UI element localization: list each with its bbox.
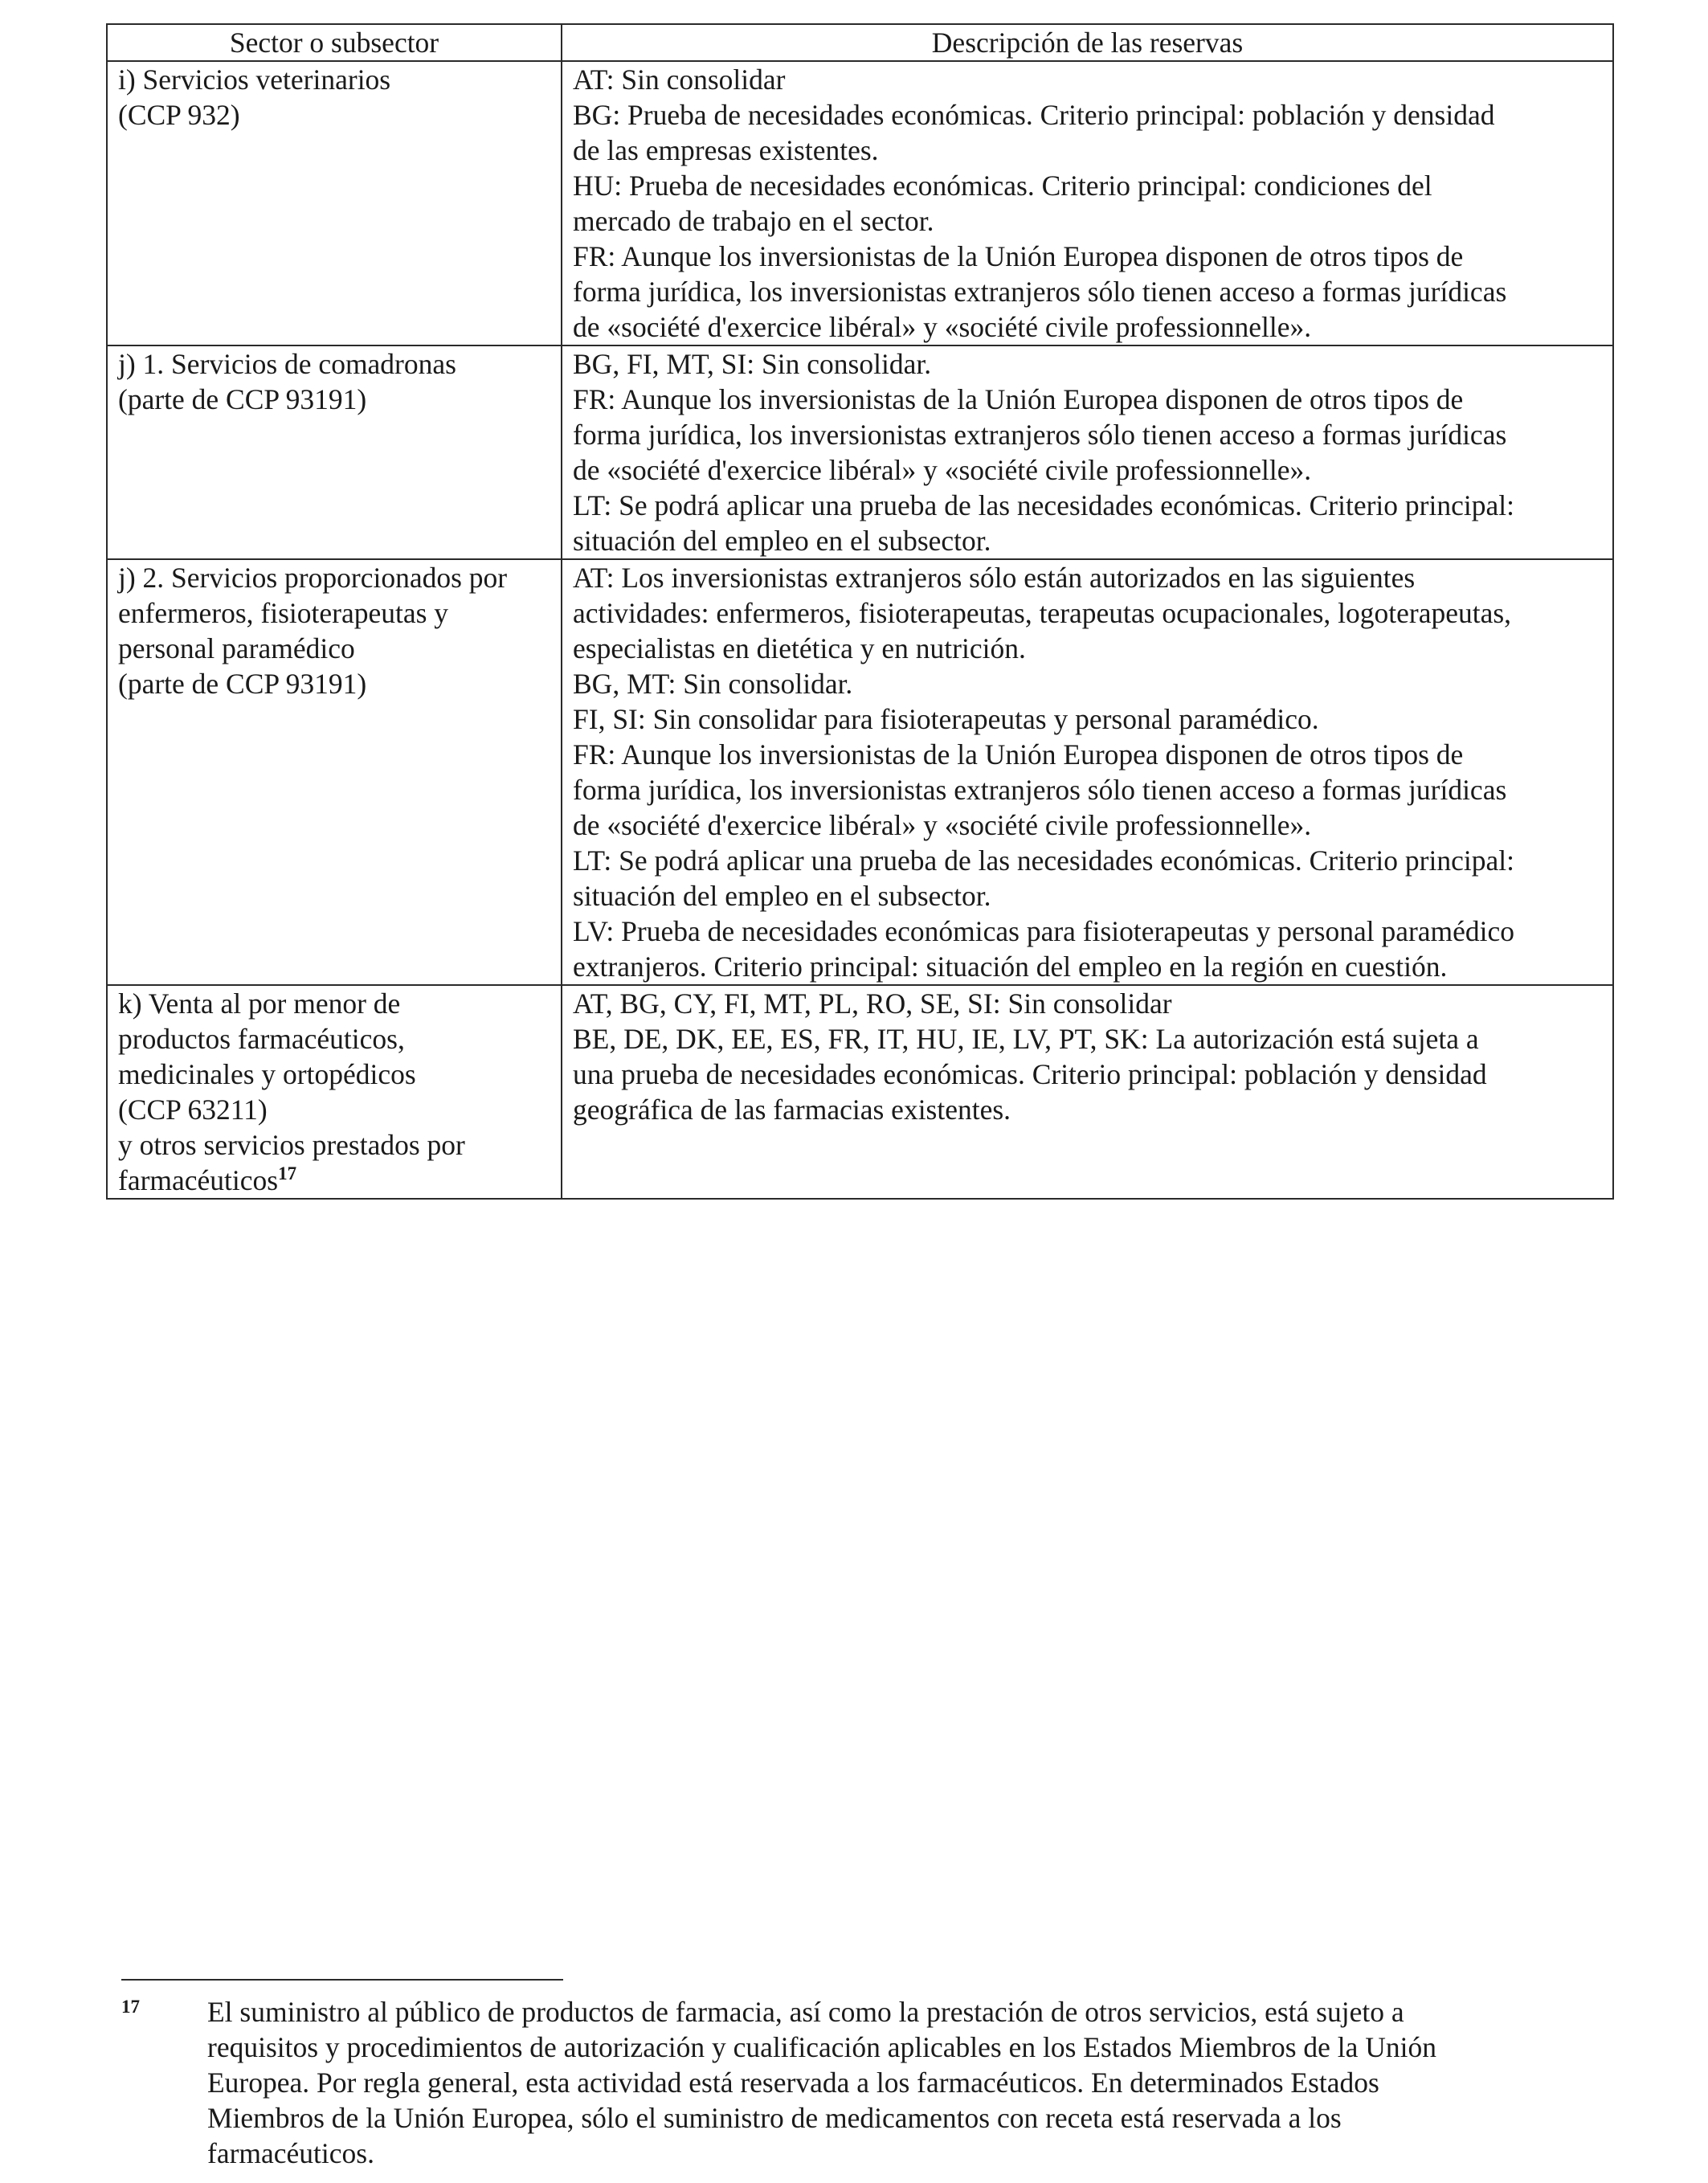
footnote-text	[207, 1994, 1608, 2171]
sector-line: (parte de CCP 93191)	[118, 668, 367, 700]
description-line: FR: Aunque los inversionistas de la Unión Europea disponen de otros tipos de	[573, 383, 1464, 415]
description-line: BG, FI, MT, SI: Sin consolidar.	[573, 348, 932, 380]
description-line: de «société d'exercice libéral» y «société civile professionnelle».	[573, 809, 1312, 841]
description-line: AT: Sin consolidar	[573, 63, 786, 96]
footnote-line: farmacéuticos.	[207, 2137, 374, 2169]
description-line: una prueba de necesidades económicas. Criterio principal: población y densidad	[573, 1058, 1487, 1090]
sector-line: farmacéuticos	[118, 1164, 279, 1196]
sector-line: enfermeros, fisioterapeutas y	[118, 597, 449, 629]
footnote-separator	[121, 1979, 563, 1981]
footnote	[121, 1994, 1608, 2171]
sector-cell	[107, 985, 562, 1199]
description-line: FI, SI: Sin consolidar para fisioterapeutas y personal paramédico.	[573, 703, 1319, 735]
reservations-table	[106, 23, 1614, 1200]
description-line: FR: Aunque los inversionistas de la Unión Europea disponen de otros tipos de	[573, 240, 1464, 272]
table-header-row	[107, 24, 1613, 61]
header-description: Descripción de las reservas	[562, 24, 1613, 61]
table-row	[107, 559, 1613, 985]
description-line: forma jurídica, los inversionistas extranjeros sólo tienen acceso a formas jurídicas	[573, 419, 1507, 451]
description-line: HU: Prueba de necesidades económicas. Criterio principal: condiciones del	[573, 170, 1432, 202]
description-line: especialistas en dietética y en nutrición.	[573, 632, 1026, 664]
footnote-line: requisitos y procedimientos de autorización y cualificación aplicables en los Estados Miembros de la Unión	[207, 2031, 1437, 2063]
table-row	[107, 985, 1613, 1199]
description-cell	[562, 345, 1613, 559]
description-line: BG: Prueba de necesidades económicas. Criterio principal: población y densidad	[573, 99, 1495, 131]
sector-line: k) Venta al por menor de	[118, 987, 401, 1020]
description-line: AT, BG, CY, FI, MT, PL, RO, SE, SI: Sin consolidar	[573, 987, 1172, 1020]
sector-line: (parte de CCP 93191)	[118, 383, 367, 415]
footnote-line: El suministro al público de productos de farmacia, así como la prestación de otros servicios, está sujeto a	[207, 1996, 1404, 2028]
sector-cell	[107, 559, 562, 985]
description-line: LT: Se podrá aplicar una prueba de las necesidades económicas. Criterio principal:	[573, 489, 1514, 521]
description-line: LV: Prueba de necesidades económicas para fisioterapeutas y personal paramédico	[573, 915, 1515, 947]
sector-line: j) 1. Servicios de comadronas	[118, 348, 456, 380]
description-line: forma jurídica, los inversionistas extranjeros sólo tienen acceso a formas jurídicas	[573, 774, 1507, 806]
description-line: actividades: enfermeros, fisioterapeutas, terapeutas ocupacionales, logoterapeutas,	[573, 597, 1512, 629]
sector-line: productos farmacéuticos,	[118, 1023, 405, 1055]
sector-line-with-footnote	[118, 1163, 553, 1198]
sector-line: (CCP 63211)	[118, 1094, 268, 1126]
description-line: LT: Se podrá aplicar una prueba de las necesidades económicas. Criterio principal:	[573, 844, 1514, 877]
sector-line: (CCP 932)	[118, 99, 240, 131]
description-line: mercado de trabajo en el sector.	[573, 205, 934, 237]
sector-line: j) 2. Servicios proporcionados por	[118, 562, 508, 594]
sector-line: medicinales y ortopédicos	[118, 1058, 416, 1090]
description-line: AT: Los inversionistas extranjeros sólo están autorizados en las siguientes	[573, 562, 1416, 594]
description-cell	[562, 985, 1613, 1199]
sector-cell	[107, 345, 562, 559]
footnote-reference[interactable]: 17	[278, 1163, 297, 1183]
description-line: de las empresas existentes.	[573, 134, 879, 166]
description-line: BG, MT: Sin consolidar.	[573, 668, 853, 700]
description-line: situación del empleo en el subsector.	[573, 880, 991, 912]
description-line: de «société d'exercice libéral» y «société civile professionnelle».	[573, 454, 1312, 486]
description-line: extranjeros. Criterio principal: situación del empleo en la región en cuestión.	[573, 950, 1448, 983]
description-cell	[562, 559, 1613, 985]
table-row	[107, 61, 1613, 345]
sector-line: personal paramédico	[118, 632, 355, 664]
description-line: FR: Aunque los inversionistas de la Unión Europea disponen de otros tipos de	[573, 738, 1464, 771]
sector-line: i) Servicios veterinarios	[118, 63, 391, 96]
footnote-line: Miembros de la Unión Europea, sólo el suministro de medicamentos con receta está reservada a los	[207, 2102, 1342, 2134]
description-line: de «société d'exercice libéral» y «société civile professionnelle».	[573, 311, 1312, 343]
table-row	[107, 345, 1613, 559]
header-sector: Sector o subsector	[107, 24, 562, 61]
footnote-line: Europea. Por regla general, esta actividad está reservada a los farmacéuticos. En determinados Estados	[207, 2066, 1379, 2099]
description-line: BE, DE, DK, EE, ES, FR, IT, HU, IE, LV, PT, SK: La autorización está sujeta a	[573, 1023, 1479, 1055]
footnote-number: 17	[121, 1997, 140, 2017]
description-line: situación del empleo en el subsector.	[573, 525, 991, 557]
description-cell	[562, 61, 1613, 345]
sector-cell	[107, 61, 562, 345]
sector-line: y otros servicios prestados por	[118, 1129, 465, 1161]
description-line: geográfica de las farmacias existentes.	[573, 1094, 1011, 1126]
description-line: forma jurídica, los inversionistas extranjeros sólo tienen acceso a formas jurídicas	[573, 276, 1507, 308]
